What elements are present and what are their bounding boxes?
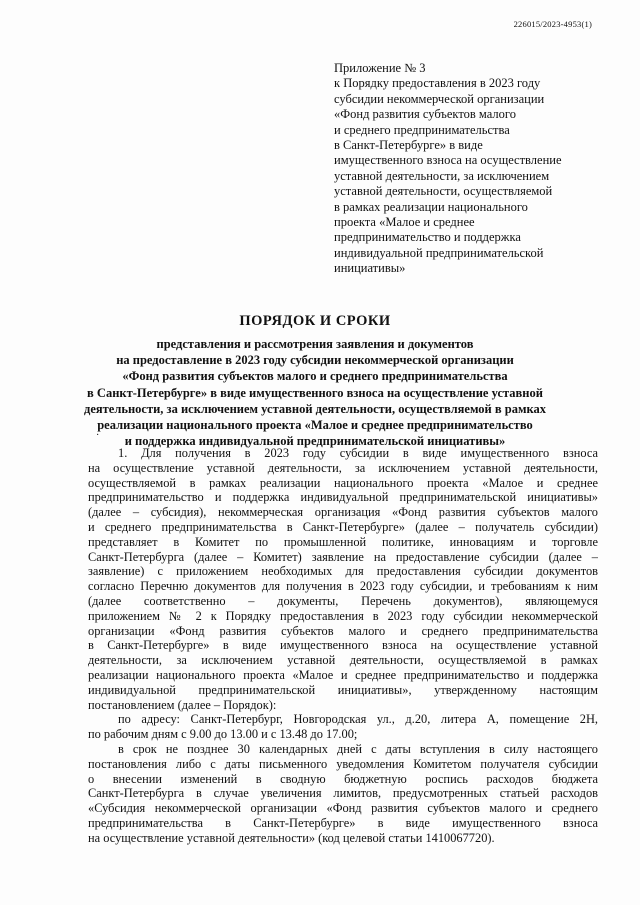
body-line: предпринимательство и поддержка индивидуальной предпринимательской инициативы»: [88, 490, 598, 505]
document-subtitle: [80, 336, 550, 449]
annex-line: уставной деятельности, осуществляемой: [334, 184, 553, 199]
body-line: «Субсидия некоммерческой организации «Фонд развития субъектов малого и среднего: [88, 801, 598, 816]
body-line: приложением № 2 к Порядку предоставления в 2023 году субсидии некоммерческой: [88, 608, 598, 623]
annex-line: в Санкт-Петербурге» в виде: [334, 138, 483, 153]
annex-line: имущественного взноса на осуществление: [334, 153, 562, 168]
annex-line: в рамках реализации национального: [334, 199, 528, 214]
annex-line: к Порядку предоставления в 2023 году: [334, 76, 541, 91]
title-block: [80, 313, 550, 449]
body-line: организации «Фонд развития субъектов малого и среднего предпринимательства: [88, 623, 598, 638]
body-line: реализации национального проекта «Малое и среднее предпринимательство и поддержка: [88, 667, 598, 682]
body-line: о внесении изменений в сводную бюджетную роспись расходов бюджета: [88, 771, 598, 786]
annex-line: и среднего предпринимательства: [334, 122, 510, 137]
document-title: ПОРЯДОК И СРОКИ: [239, 313, 391, 329]
subtitle-line: в Санкт-Петербурге» в виде имущественного взноса на осуществление уставной: [87, 385, 543, 400]
body-line: постановления либо с даты письменного уведомления Комитетом получателя субсидии: [88, 756, 598, 771]
annex-line: уставной деятельности, за исключением: [334, 168, 550, 183]
subtitle-line: деятельности, за исключением уставной деятельности, осуществляемой в рамках: [84, 401, 546, 416]
subtitle-line: на предоставление в 2023 году субсидии некоммерческой организации: [116, 353, 514, 368]
stray-mark: ·: [96, 430, 100, 441]
subtitle-line: реализации национального проекта «Малое и среднее предпринимательство: [97, 418, 533, 433]
body-line: осуществляемой в рамках реализации национального проекта «Малое и среднее: [88, 475, 598, 490]
body-line: предпринимательства в Санкт-Петербурге» в виде имущественного взноса: [88, 815, 598, 830]
annex-line: Приложение № 3: [334, 61, 426, 75]
body-line: 1. Для получения в 2023 году субсидии в виде имущественного взноса: [118, 446, 598, 460]
body-line: в срок не позднее 30 календарных дней с даты вступления в силу настоящего: [118, 741, 598, 756]
annex-header: [334, 61, 604, 277]
subtitle-line: и поддержка индивидуальной предпринимательской инициативы»: [124, 434, 506, 449]
body-line: на осуществление уставной деятельности, за исключением уставной деятельности,: [88, 460, 598, 475]
body-line: по адресу: Санкт-Петербург, Новгородская ул., д.20, литера А, помещение 2Н,: [118, 712, 598, 727]
document-id: 226015/2023-4953(1): [513, 19, 592, 29]
annex-line: проекта «Малое и среднее: [334, 215, 475, 230]
annex-line: субсидии некоммерческой организации: [334, 91, 545, 106]
body-line: Санкт-Петербурга в случае увеличения лимитов, предусмотренных статьей расходов: [88, 786, 598, 801]
body-line: (далее – субсидия), некоммерческая организация «Фонд развития субъектов малого: [88, 505, 598, 520]
annex-line: «Фонд развития субъектов малого: [334, 107, 516, 122]
body-line: индивидуальной предпринимательской инициативы», утвержденному настоящим: [88, 682, 598, 697]
body-line: (далее соответственно – документы, Перечень документов), являющемуся: [88, 593, 598, 608]
body-text: [88, 446, 598, 846]
body-line: Санкт-Петербурга (далее – Комитет) заявление на предоставление субсидии (далее –: [88, 549, 598, 564]
subtitle-line: «Фонд развития субъектов малого и среднего предпринимательства: [122, 369, 508, 384]
body-line: деятельности, за исключением уставной деятельности, осуществляемой в рамках: [88, 653, 598, 668]
body-line: представляет в Комитет по промышленной политике, инновациям и торговле: [88, 534, 598, 549]
body-line: постановлением (далее – Порядок):: [88, 697, 277, 712]
body-line: в Санкт-Петербурге» в виде имущественного взноса на осуществление уставной: [88, 638, 598, 653]
body-line: согласно Перечню документов для получения в 2023 году субсидии, и требованиям к ним: [88, 579, 598, 594]
annex-line: индивидуальной предпринимательской: [334, 245, 544, 260]
body-line: по рабочим дням с 9.00 до 13.00 и с 13.48 до 17.00;: [88, 727, 358, 742]
body-line: и среднего предпринимательства в Санкт-Петербурге» (далее – получатель субсидии): [88, 519, 598, 534]
body-line: заявление) с приложением необходимых для предоставления субсидии документов: [88, 564, 598, 579]
body-line: на осуществление уставной деятельности» (код целевой статьи 1410067720).: [88, 830, 495, 845]
annex-line: предпринимательство и поддержка: [334, 230, 521, 245]
annex-line: инициативы»: [334, 261, 406, 276]
subtitle-line: представления и рассмотрения заявления и документов: [156, 337, 474, 351]
